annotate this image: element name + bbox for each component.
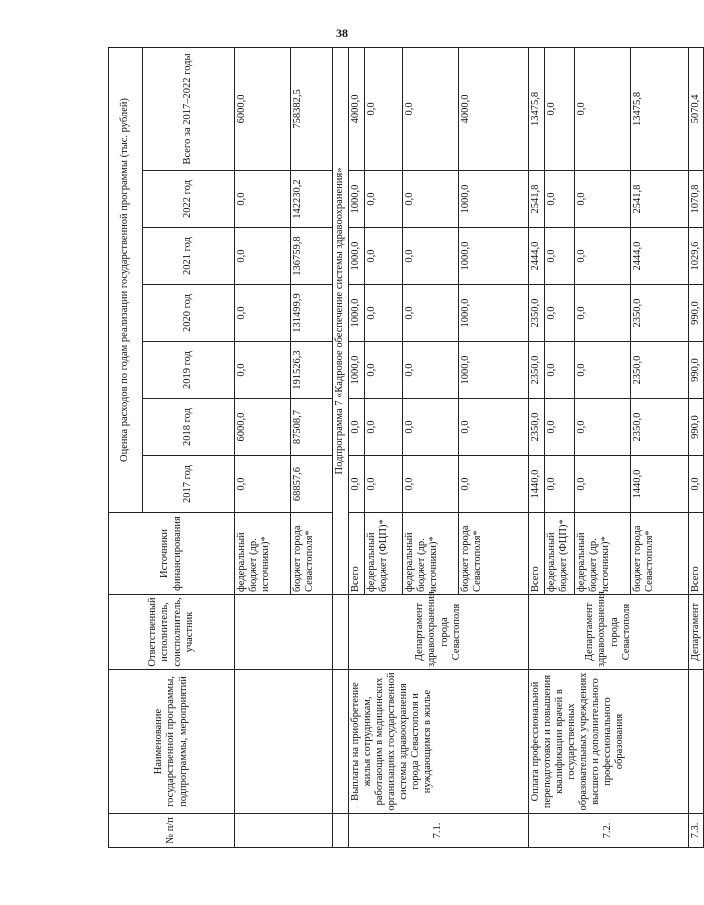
value-cell: 191526,3 bbox=[291, 342, 333, 399]
value-cell: 0,0 bbox=[545, 399, 575, 456]
header-year: 2019 год bbox=[143, 342, 235, 399]
value-cell: 4000,0 bbox=[349, 47, 365, 170]
value-cell: 0,0 bbox=[403, 171, 459, 228]
value-cell: 0,0 bbox=[545, 456, 575, 513]
value-cell: 1000,0 bbox=[349, 285, 365, 342]
table-row bbox=[235, 47, 291, 847]
value-cell: 0,0 bbox=[235, 171, 291, 228]
value-cell: 2350,0 bbox=[631, 399, 689, 456]
header-name: Наименование государственной программы, подпрограммы, мероприятий bbox=[109, 670, 235, 814]
value-cell: 990,0 bbox=[689, 285, 704, 342]
value-cell: 0,0 bbox=[349, 399, 365, 456]
value-cell: 5070,4 bbox=[689, 47, 704, 170]
value-cell: 0,0 bbox=[545, 171, 575, 228]
source-cell: Всего bbox=[689, 513, 704, 595]
value-cell: 2350,0 bbox=[529, 399, 545, 456]
item-executor: Департамент здравоохранения города Севастополя bbox=[349, 595, 529, 670]
item-name: Выплаты на приобретение жилья сотрудникам, работающим в медицинских организациях государственной системы здравоохранения города Севастополя и нуждающимся в жилье bbox=[349, 670, 529, 814]
value-cell: 990,0 bbox=[689, 342, 704, 399]
value-cell: 0,0 bbox=[365, 47, 403, 170]
source-cell: федеральный бюджет (ФЦП)* bbox=[545, 513, 575, 595]
header-year: 2018 год bbox=[143, 399, 235, 456]
value-cell: 0,0 bbox=[365, 342, 403, 399]
value-cell: 0,0 bbox=[575, 171, 631, 228]
table-row bbox=[349, 47, 365, 847]
value-cell: 6000,0 bbox=[235, 47, 291, 170]
item-number: 7.3. bbox=[689, 814, 704, 848]
source-cell: федеральный бюджет (др. источники)* bbox=[575, 513, 631, 595]
value-cell: 0,0 bbox=[235, 228, 291, 285]
value-cell: 2444,0 bbox=[529, 228, 545, 285]
value-cell: 0,0 bbox=[403, 399, 459, 456]
value-cell: 13475,8 bbox=[529, 47, 545, 170]
value-cell: 2350,0 bbox=[631, 342, 689, 399]
value-cell: 0,0 bbox=[575, 342, 631, 399]
value-cell: 0,0 bbox=[403, 456, 459, 513]
value-cell: 0,0 bbox=[235, 342, 291, 399]
source-cell: бюджет города Севастополя* bbox=[291, 513, 333, 595]
rotated-table-container bbox=[108, 48, 701, 848]
value-cell: 0,0 bbox=[403, 47, 459, 170]
value-cell: 1000,0 bbox=[459, 228, 529, 285]
source-cell: бюджет города Севастополя* bbox=[459, 513, 529, 595]
value-cell: 0,0 bbox=[349, 456, 365, 513]
value-cell: 2350,0 bbox=[529, 285, 545, 342]
value-cell: 0,0 bbox=[403, 285, 459, 342]
table-row bbox=[529, 47, 545, 847]
value-cell: 2444,0 bbox=[631, 228, 689, 285]
value-cell: 0,0 bbox=[575, 456, 631, 513]
value-cell: 0,0 bbox=[545, 342, 575, 399]
value-cell: 0,0 bbox=[459, 399, 529, 456]
value-cell: 0,0 bbox=[545, 285, 575, 342]
value-cell: 1440,0 bbox=[631, 456, 689, 513]
value-cell: 68857,6 bbox=[291, 456, 333, 513]
value-cell: 990,0 bbox=[689, 399, 704, 456]
table-row bbox=[689, 47, 704, 847]
value-cell: 1070,8 bbox=[689, 171, 704, 228]
header-year: 2022 год bbox=[143, 171, 235, 228]
value-cell: 2541,8 bbox=[631, 171, 689, 228]
source-cell: Всего bbox=[349, 513, 365, 595]
value-cell: 0,0 bbox=[575, 399, 631, 456]
source-cell: федеральный бюджет (др. источники)* bbox=[403, 513, 459, 595]
value-cell: 136759,8 bbox=[291, 228, 333, 285]
header-year: 2021 год bbox=[143, 228, 235, 285]
value-cell: 0,0 bbox=[235, 285, 291, 342]
header-year: 2020 год bbox=[143, 285, 235, 342]
subprogram-title: Подпрограмма 7 «Кадровое обеспечение системы здравоохранения» bbox=[333, 47, 349, 594]
budget-table bbox=[108, 47, 704, 848]
value-cell: 0,0 bbox=[575, 285, 631, 342]
item-number: 7.1. bbox=[349, 814, 529, 848]
page-number: 38 bbox=[336, 26, 348, 40]
value-cell: 1000,0 bbox=[459, 342, 529, 399]
value-cell: 1000,0 bbox=[349, 171, 365, 228]
value-cell: 0,0 bbox=[403, 342, 459, 399]
value-cell: 4000,0 bbox=[459, 47, 529, 170]
value-cell: 0,0 bbox=[459, 456, 529, 513]
source-cell: федеральный бюджет (др. источники)* bbox=[235, 513, 291, 595]
value-cell: 0,0 bbox=[545, 228, 575, 285]
value-cell: 0,0 bbox=[365, 456, 403, 513]
value-cell: 0,0 bbox=[365, 285, 403, 342]
value-cell: 1000,0 bbox=[459, 285, 529, 342]
value-cell: 131499,9 bbox=[291, 285, 333, 342]
header-year: 2017 год bbox=[143, 456, 235, 513]
value-cell: 0,0 bbox=[575, 47, 631, 170]
value-cell: 0,0 bbox=[575, 228, 631, 285]
header-estimate: Оценка расходов по годам реализации государственной программы (тыс. рублей) bbox=[109, 47, 143, 512]
value-cell: 2350,0 bbox=[529, 342, 545, 399]
value-cell: 1000,0 bbox=[349, 228, 365, 285]
source-cell: Всего bbox=[529, 513, 545, 595]
value-cell: 142230,2 bbox=[291, 171, 333, 228]
item-executor: Департамент здравоохранения города Севастополя bbox=[529, 595, 689, 670]
value-cell: 6000,0 bbox=[235, 399, 291, 456]
value-cell: 0,0 bbox=[235, 456, 291, 513]
header-num: № п/п bbox=[109, 814, 235, 848]
header-total: Всего за 2017–2022 годы bbox=[143, 47, 235, 170]
value-cell: 2350,0 bbox=[631, 285, 689, 342]
source-cell: федеральный бюджет (ФЦП)* bbox=[365, 513, 403, 595]
value-cell: 87508,7 bbox=[291, 399, 333, 456]
item-name bbox=[689, 670, 704, 814]
value-cell: 0,0 bbox=[365, 399, 403, 456]
value-cell: 0,0 bbox=[689, 456, 704, 513]
value-cell: 0,0 bbox=[545, 47, 575, 170]
subprogram-row bbox=[333, 47, 349, 847]
value-cell: 1029,6 bbox=[689, 228, 704, 285]
value-cell: 1000,0 bbox=[349, 342, 365, 399]
item-executor: Департамент bbox=[689, 595, 704, 670]
value-cell: 1440,0 bbox=[529, 456, 545, 513]
value-cell: 13475,8 bbox=[631, 47, 689, 170]
value-cell: 0,0 bbox=[365, 171, 403, 228]
value-cell: 758382,5 bbox=[291, 47, 333, 170]
item-name: Оплата профессиональной переподготовки и повышения квалификации врачей в государственных образовательных учреждениях высшего и дополнительного профессионального образования bbox=[529, 670, 689, 814]
value-cell: 1000,0 bbox=[459, 171, 529, 228]
source-cell: бюджет города Севастополя* bbox=[631, 513, 689, 595]
item-number: 7.2. bbox=[529, 814, 689, 848]
header-executor: Ответственный исполнитель, соисполнитель, участник bbox=[109, 595, 235, 670]
value-cell: 0,0 bbox=[365, 228, 403, 285]
value-cell: 2541,8 bbox=[529, 171, 545, 228]
header-source: Источники финансирования bbox=[109, 513, 235, 595]
value-cell: 0,0 bbox=[403, 228, 459, 285]
